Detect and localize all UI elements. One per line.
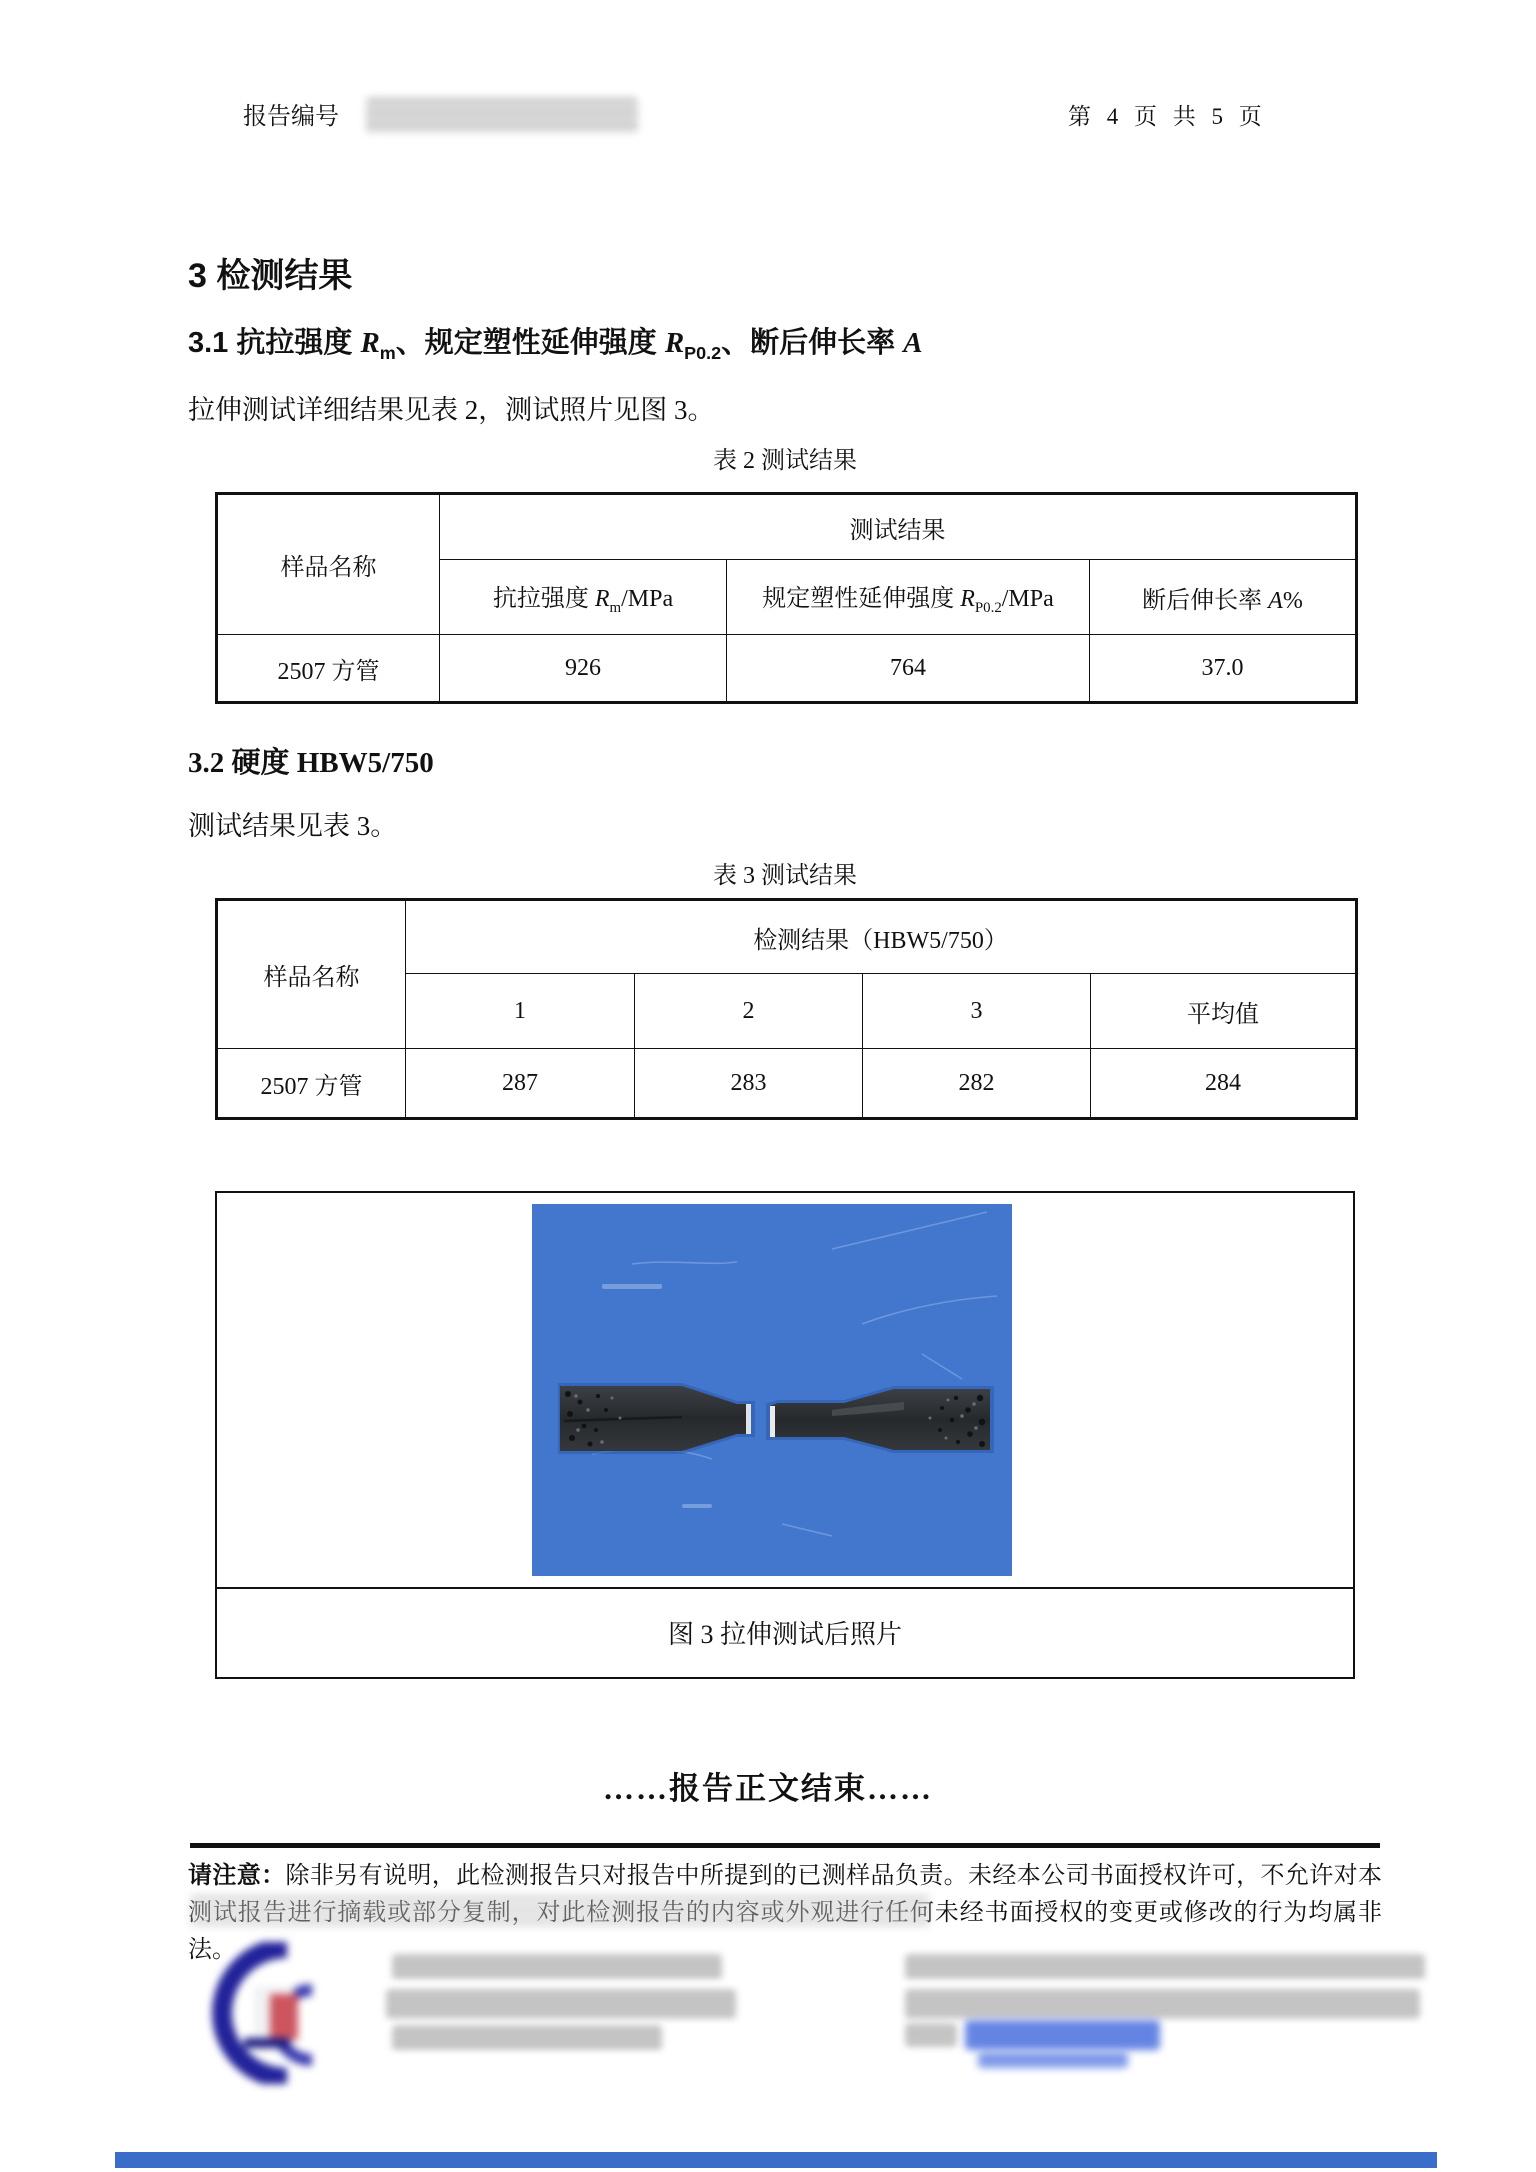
table-2-caption: 表 2 测试结果	[713, 448, 857, 474]
table-3-value-3: 282	[863, 1049, 1091, 1119]
section-3-title: 3 检测结果	[188, 257, 353, 295]
table-2-col-rm	[440, 560, 727, 635]
section-3-1-number: 3.1	[188, 327, 237, 359]
section-3-1-title	[188, 320, 923, 364]
table-3-sample-value: 2507 方管	[217, 1049, 406, 1119]
t2h1-symbol: R	[594, 585, 610, 612]
table-3-caption: 表 3 测试结果	[713, 863, 857, 889]
page-indicator: 第 4 页 共 5 页	[1068, 104, 1267, 129]
table-2-rm-value: 926	[440, 635, 727, 703]
footer-divider-rule	[190, 1843, 1380, 1848]
redacted-website-link-underline	[978, 2052, 1128, 2068]
t2h2-symbol: R	[960, 585, 975, 612]
table-3-value-2: 283	[635, 1049, 863, 1119]
s31-symbol-a: A	[903, 327, 923, 359]
figure-3-photo-cell	[217, 1193, 1353, 1589]
table-3-value-avg: 284	[1091, 1049, 1357, 1119]
table-2	[215, 492, 1358, 704]
bottom-accent-bar	[115, 2152, 1437, 2168]
t2h3-unit: %	[1282, 587, 1303, 614]
t2h3-symbol: A	[1268, 587, 1283, 614]
table-3-col-3: 3	[863, 974, 1091, 1049]
footer-notice-body: 除非另有说明，此检测报告只对报告中所提到的已测样品负责。未经本公司书面授权许可，不允许对本测试报告进行摘载或部分复制，对此检测报告的内容或外观进行任何未经书面授权的变更或修改的行为均属非法。	[188, 1863, 1382, 1963]
t2h2-text: 规定塑性延伸强度	[762, 585, 961, 612]
redacted-contact-right-3	[905, 2024, 957, 2046]
company-logo	[192, 1942, 382, 2084]
s31-symbol-rp: R	[664, 327, 685, 359]
figure-3-box	[215, 1191, 1355, 1679]
table-3-group-header: 检测结果（HBW5/750）	[406, 900, 1357, 974]
table-2-sample-value: 2507 方管	[217, 635, 440, 703]
table-3-col-1: 1	[406, 974, 635, 1049]
end-of-report-text: ……报告正文结束……	[603, 1771, 933, 1806]
t2h2-sub: P0.2	[974, 599, 1002, 616]
section-3-1-body: 拉伸测试详细结果见表 2，测试照片见图 3。	[188, 395, 715, 425]
table-2-col-elongation	[1090, 560, 1357, 635]
table-2-rp02-value: 764	[727, 635, 1090, 703]
t2h1-text: 抗拉强度	[492, 585, 595, 612]
s31-sub-p02: P0.2	[684, 342, 722, 363]
table-2-sample-header: 样品名称	[217, 494, 440, 635]
table-3-col-avg: 平均值	[1091, 974, 1357, 1049]
redacted-contact-left-2	[386, 1990, 736, 2018]
table-row	[217, 1049, 1357, 1119]
s31-text-3: 、断后伸长率	[721, 327, 904, 359]
section-3-2-title: 3.2 硬度 HBW5/750	[188, 747, 434, 779]
s31-text-2: 、规定塑性延伸强度	[395, 327, 665, 359]
redacted-contact-left-3	[392, 2026, 662, 2050]
redacted-contact-right-1	[905, 1955, 1425, 1979]
table-3	[215, 898, 1358, 1120]
footer-notice-prefix: 请注意：	[188, 1863, 286, 1889]
redacted-contact-left-1	[392, 1955, 722, 1979]
t2h1-unit: /MPa	[621, 585, 674, 612]
report-number-label: 报告编号	[243, 104, 339, 130]
table-2-col-rp02	[727, 560, 1090, 635]
t2h3-text: 断后伸长率	[1142, 587, 1269, 614]
redacted-contact-right-2	[905, 1990, 1420, 2018]
s31-sub-m: m	[379, 342, 396, 363]
s31-text-1: 抗拉强度	[236, 327, 361, 359]
specimen-photo-graphic	[532, 1204, 1012, 1576]
smudge-over-notice	[190, 1895, 930, 1927]
table-2-elongation-value: 37.0	[1090, 635, 1357, 703]
figure-3-caption: 图 3 拉伸测试后照片	[667, 1620, 902, 1649]
table-row	[217, 635, 1357, 703]
table-2-group-header: 测试结果	[440, 494, 1357, 560]
s31-symbol-rm: R	[360, 327, 380, 359]
table-3-col-2: 2	[635, 974, 863, 1049]
section-3-2-body: 测试结果见表 3。	[188, 811, 398, 841]
t2h2-unit: /MPa	[1001, 585, 1054, 612]
t2h1-sub: m	[609, 599, 622, 616]
tensile-specimen-photo	[532, 1204, 1012, 1576]
table-3-sample-header: 样品名称	[217, 900, 406, 1049]
redacted-report-number	[366, 98, 638, 134]
logo-graphic	[192, 1942, 382, 2084]
table-3-value-1: 287	[406, 1049, 635, 1119]
redacted-website-link	[965, 2020, 1160, 2050]
